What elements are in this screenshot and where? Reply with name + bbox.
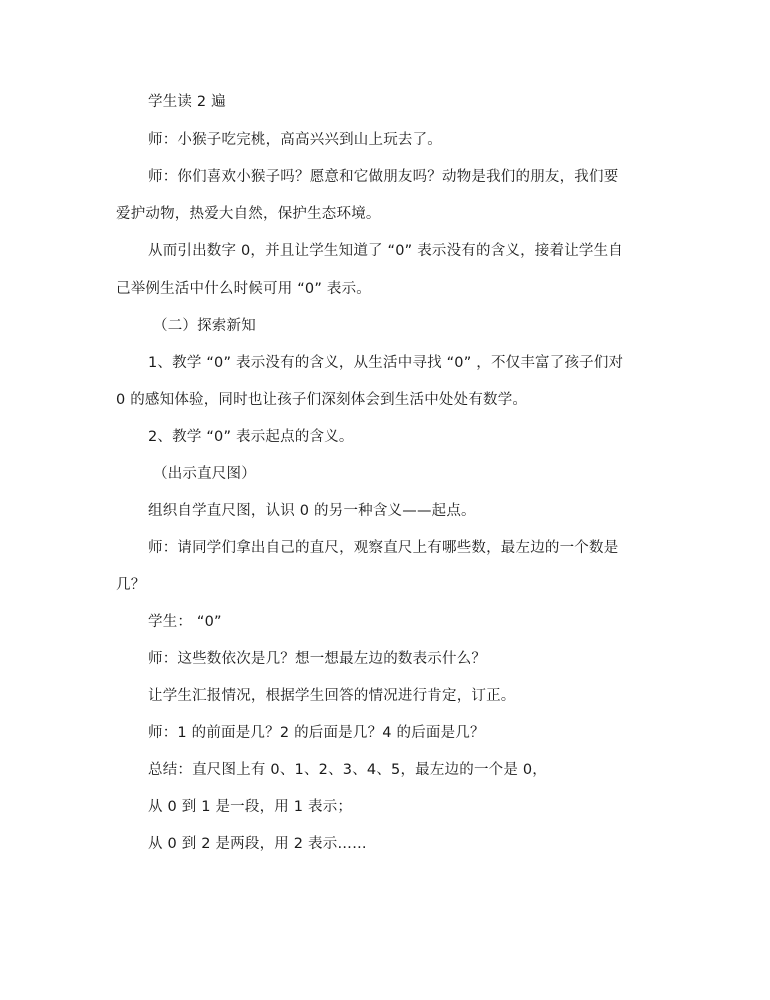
- paragraph-line: 师：1 的前面是几？2 的后面是几？4 的后面是几？: [148, 725, 485, 741]
- paragraph-line: 总结：直尺图上有 0、1、2、3、4、5，最左边的一个是 0，: [148, 762, 547, 778]
- paragraph-line: 从 0 到 1 是一段，用 1 表示；: [148, 799, 353, 815]
- paragraph-line: 几？: [116, 577, 146, 593]
- paragraph-line: 从 0 到 2 是两段，用 2 表示……: [148, 836, 367, 852]
- paragraph-line: 1、教学 “0” 表示没有的含义，从生活中寻找 “0” ，不仅丰富了孩子们对: [148, 355, 624, 371]
- paragraph-line: 师：这些数依次是几？想一想最左边的数表示什么？: [148, 651, 487, 667]
- paragraph-line: （出示直尺图）: [153, 466, 256, 482]
- paragraph-line: 学生： “0”: [148, 614, 222, 630]
- paragraph-line: 学生读 2 遍: [148, 94, 226, 110]
- paragraph-line: 师：请同学们拿出自己的直尺，观察直尺上有哪些数，最左边的一个数是: [148, 540, 619, 556]
- paragraph-line: 己举例生活中什么时候可用 “0” 表示。: [116, 281, 371, 297]
- paragraph-line: 师：你们喜欢小猴子吗？愿意和它做朋友吗？动物是我们的朋友，我们要: [148, 169, 619, 185]
- section-heading: （二）探索新知: [153, 318, 256, 334]
- paragraph-line: 2、教学 “0” 表示起点的含义。: [148, 429, 354, 445]
- paragraph-line: 让学生汇报情况，根据学生回答的情况进行肯定，订正。: [148, 688, 516, 704]
- paragraph-line: 爱护动物，热爱大自然，保护生态环境。: [116, 206, 381, 222]
- paragraph-line: 师：小猴子吃完桃，高高兴兴到山上玩去了。: [148, 132, 442, 148]
- paragraph-line: 组织自学直尺图，认识 0 的另一种含义——起点。: [148, 503, 476, 519]
- paragraph-line: 0 的感知体验，同时也让孩子们深刻体会到生活中处处有数学。: [116, 392, 528, 408]
- paragraph-line: 从而引出数字 0，并且让学生知道了 “0” 表示没有的含义，接着让学生自: [148, 243, 623, 259]
